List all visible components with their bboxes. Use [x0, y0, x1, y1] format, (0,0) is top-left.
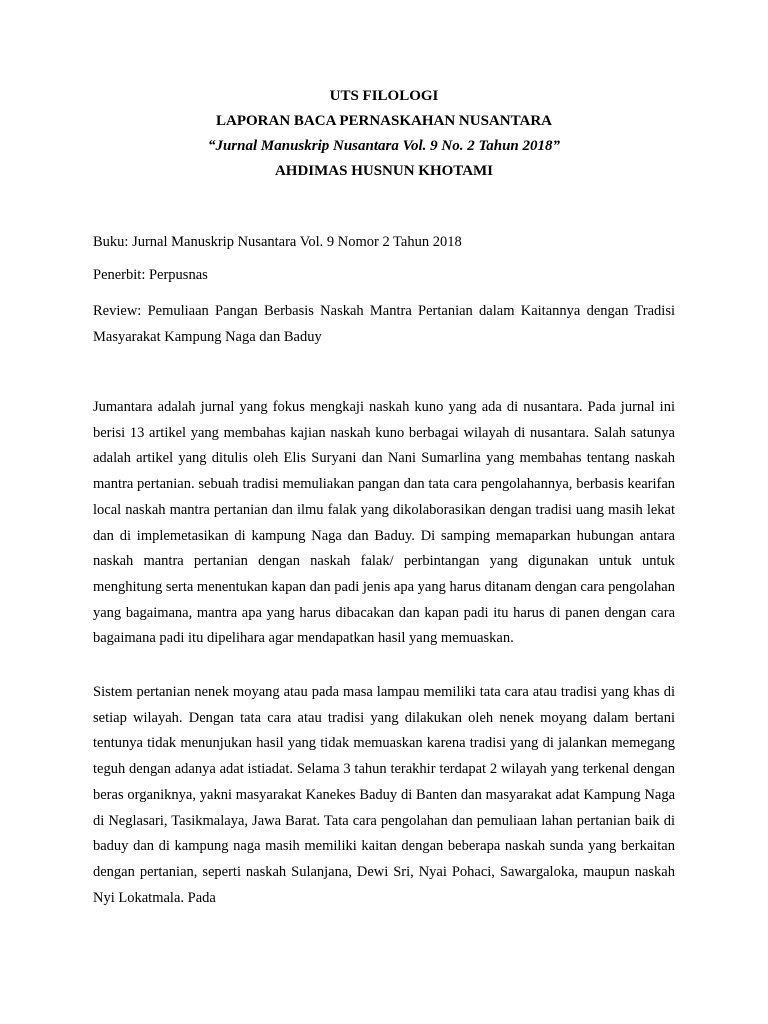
- author-name: AHDIMAS HUSNUN KHOTAMI: [274, 163, 494, 179]
- report-title: LAPORAN BACA PERNASKAHAN NUSANTARA: [216, 113, 552, 129]
- paragraph-2: Sistem pertanian nenek moyang atau pada masa lampau memiliki tata cara atau tradisi yang khas di setiap wilayah. Dengan tata cara atau tradisi yang dilakukan oleh nenek moyang dalam bertani tentunya tidak menunjukan hasil yang tidak memuaskan karena tradisi yang di jalankan memegang teguh dengan adanya adat istiadat. Selama 3 tahun terakhir terdapat 2 wilayah yang terkenal dengan beras organiknya, yakni masyarakat Kanekes Baduy di Banten dan masyarakat adat Kampung Naga di Neglasari, Tasikmalaya, Jawa Barat. Tata cara pengolahan dan pemuliaan lahan pertanian baik di baduy dan di kampung naga masih memiliki kaitan dengan beberapa naskah sunda yang berkaitan dengan pertanian, seperti naskah Sulanjana, Dewi Sri, Nyai Pohaci, Sawargaloka, maupun naskah Nyi Lokatmala. Pada: [93, 684, 675, 906]
- course-title: UTS FILOLOGI: [329, 88, 439, 104]
- book-info: Buku: Jurnal Manuskrip Nusantara Vol. 9 Nomor 2 Tahun 2018: [93, 234, 462, 250]
- publisher-info: Penerbit: Perpusnas: [93, 267, 208, 283]
- paragraph-1: Jumantara adalah jurnal yang fokus mengkaji naskah kuno yang ada di nusantara. Pada jurnal ini berisi 13 artikel yang membahas kajian naskah kuno berbagai wilayah di nusantara. Salah satunya adalah artikel yang ditulis oleh Elis Suryani dan Nani Sumarlina yang membahas tentang naskah mantra pertanian. sebuah tradisi memuliakan pangan dan tata cara pengolahannya, berbasis kearifan local naskah mantra pertanian dan ilmu falak yang dikolaborasikan dengan tradisi uang masih lekat dan di implemetasikan di kampung Naga dan Baduy. Di samping memaparkan hubungan antara naskah mantra pertanian dengan naskah falak/ perbintangan yang digunakan untuk untuk menghitung serta menentukan kapan dan padi jenis apa yang harus ditanam dengan cara pengolahan yang bagaimana, mantra apa yang harus dibacakan dan kapan padi itu harus di panen dengan cara bagaimana padi itu dipelihara agar mendapatkan hasil yang memuaskan.: [93, 399, 675, 647]
- review-info: Review: Pemuliaan Pangan Berbasis Naskah Mantra Pertanian dalam Kaitannya dengan Tradisi Masyarakat Kampung Naga dan Baduy: [93, 303, 675, 345]
- journal-title: “Jurnal Manuskrip Nusantara Vol. 9 No. 2 Tahun 2018”: [207, 138, 561, 154]
- document-heading: [0, 84, 768, 184]
